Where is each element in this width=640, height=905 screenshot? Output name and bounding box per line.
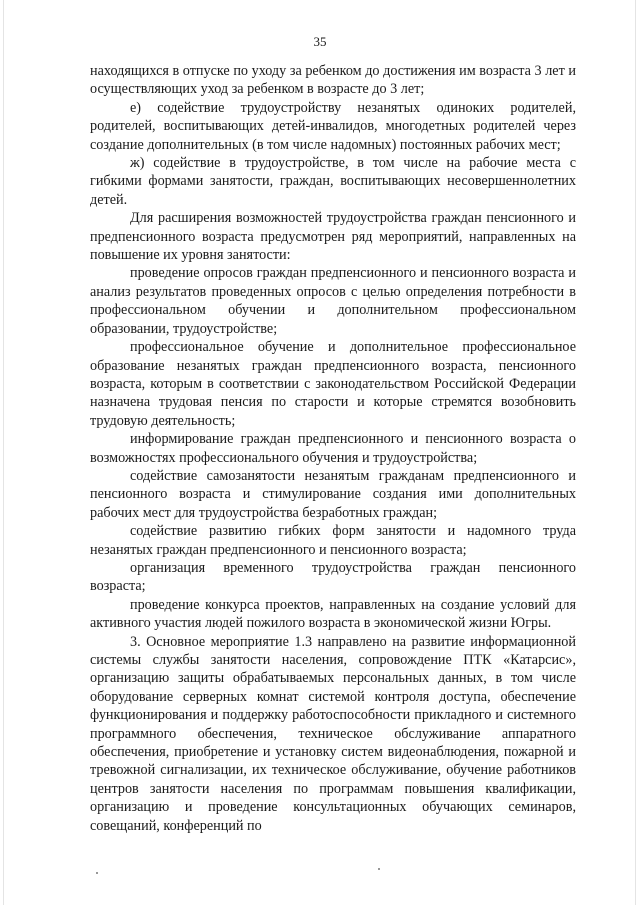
scan-edge-right: [635, 0, 636, 905]
paragraph-item-e: е) содействие трудоустройству незанятых одиноких родителей, родителей, воспитывающих детей-инвалидов, многодетных родителей через создание дополнительных (в том числе надомных) постоянных рабочих мест;: [90, 99, 576, 153]
paragraph-informing: информирование граждан предпенсионного и пенсионного возраста о возможностях профессионального обучения и трудоустройства;: [90, 431, 576, 466]
paragraph-measures-intro: Для расширения возможностей трудоустройства граждан пенсионного и предпенсионного возраста предусмотрен ряд мероприятий, направленных на повышение их уровня занятости:: [90, 210, 576, 264]
scan-speck: [378, 868, 380, 870]
paragraph-flexible-forms: содействие развитию гибких форм занятости и надомного труда незанятых граждан предпенсионного и пенсионного возраста;: [90, 523, 576, 558]
paragraph-training: профессиональное обучение и дополнительное профессиональное образование незанятых граждан предпенсионного возраста, пенсионного возраста, которым в соответствии с законодательством Российской Федерации назначена трудовая пенсия по старости и которые стремятся возобновить трудовую деятельность;: [90, 339, 576, 429]
page-number: 35: [313, 34, 327, 49]
paragraph-continuation: находящихся в отпуске по уходу за ребенком до достижения им возраста 3 лет и осуществляющих уход за ребенком в возрасте до 3 лет;: [90, 63, 576, 98]
scan-speck: [96, 872, 98, 874]
document-body: [90, 62, 576, 835]
paragraph-surveys: проведение опросов граждан предпенсионного и пенсионного возраста и анализ результатов проведенных опросов с целью определения потребности в профессиональном обучении и дополнительном профессиональном образовании, трудоустройстве;: [90, 265, 576, 337]
paragraph-self-employment: содействие самозанятости незанятым гражданам предпенсионного и пенсионного возраста и стимулирование создания ими дополнительных рабочих мест для трудоустройства безработных граждан;: [90, 467, 576, 521]
paragraph-main-measure-1-3: 3. Основное мероприятие 1.3 направлено на развитие информационной системы службы занятости населения, сопровождение ПТК «Катарсис», организацию защиты обрабатываемых персональных данных, в том числе оборудование серверных комнат системой контроля доступа, обеспечение функционирования и поддержку работоспособности прикладного и системного программного обеспечения, техническое обслуживание аппаратного обеспечения, приобретение и установку систем видеонаблюдения, пожарной и тревожной сигнализации, их техническое обслуживание, обучение работников центров занятости населения по программам повышения квалификации, организацию и проведение консультационных обучающих семинаров, совещаний, конференций по: [90, 633, 576, 834]
scan-edge-left: [3, 0, 4, 905]
paragraph-temporary-employment: организация временного трудоустройства граждан пенсионного возраста;: [90, 559, 576, 595]
paragraph-project-contest: проведение конкурса проектов, направленных на создание условий для активного участия людей пожилого возраста в экономической жизни Югры.: [90, 596, 576, 632]
paragraph-item-zh: ж) содействие в трудоустройстве, в том числе на рабочие места с гибкими формами занятости, граждан, воспитывающих несовершеннолетних детей.: [90, 155, 576, 208]
